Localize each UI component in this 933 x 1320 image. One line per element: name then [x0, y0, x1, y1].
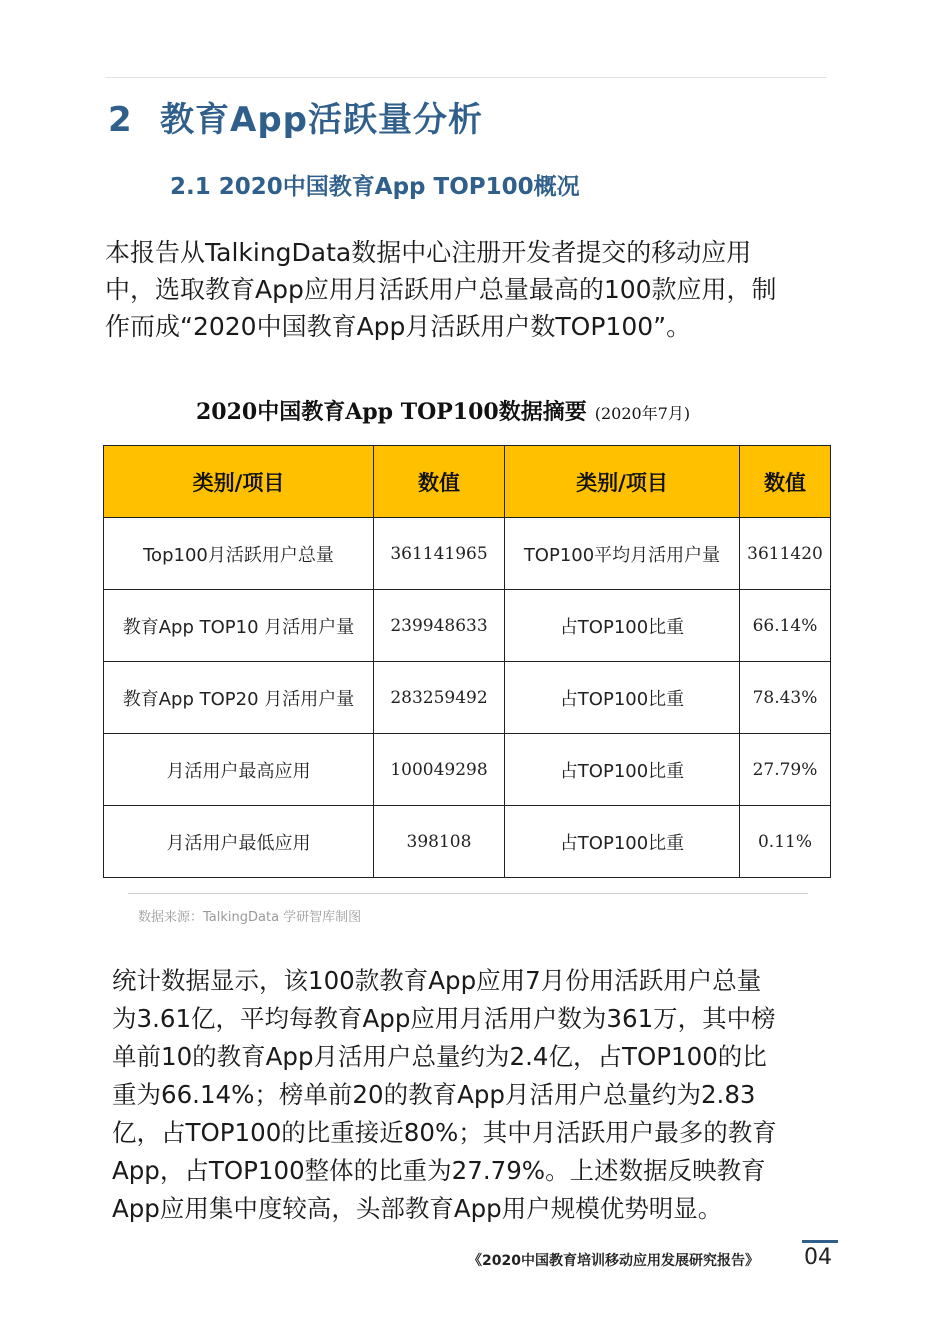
table-row — [104, 518, 831, 590]
row-value: 283259492 — [374, 662, 505, 734]
row-label: Top100月活跃用户总量 — [104, 518, 374, 590]
table-divider — [128, 893, 808, 894]
footer-report-title: 《2020中国教育培训移动应用发展研究报告》 — [468, 1253, 759, 1269]
body-line: App应用集中度较高，头部教育App用户规模优势明显。 — [112, 1194, 723, 1223]
body-line: 亿，占TOP100的比重接近80%；其中月活跃用户最多的教育 — [112, 1118, 777, 1147]
intro-line: 中，选取教育App应用月活跃用户总量最高的100款应用，制 — [105, 275, 777, 304]
header-category: 类别/项目 — [505, 446, 740, 518]
table-caption-date: (2020年7月) — [594, 404, 691, 423]
body-line: 为3.61亿，平均每教育App应用月活用户数为361万，其中榜 — [112, 1004, 776, 1033]
table-header-row — [104, 446, 831, 518]
row-label: 教育App TOP20 月活用户量 — [104, 662, 374, 734]
row-label: TOP100平均月活用户量 — [505, 518, 740, 590]
top-divider — [105, 77, 827, 78]
section-title: 教育App活跃量分析 — [160, 100, 483, 140]
row-value: 27.79% — [740, 734, 831, 806]
row-value: 0.11% — [740, 806, 831, 878]
row-label: 月活用户最高应用 — [104, 734, 374, 806]
body-line: 统计数据显示，该100款教育App应用7月份用活跃用户总量 — [112, 966, 762, 995]
body-line: 重为66.14%；榜单前20的教育App月活用户总量约为2.83 — [112, 1080, 756, 1109]
source-note: 数据来源：TalkingData 学研智库制图 — [138, 910, 362, 925]
table-row — [104, 806, 831, 878]
row-value: 398108 — [374, 806, 505, 878]
row-label: 占TOP100比重 — [505, 662, 740, 734]
table-row — [104, 734, 831, 806]
header-category: 类别/项目 — [104, 446, 374, 518]
intro-paragraph — [105, 234, 830, 345]
row-label: 占TOP100比重 — [505, 806, 740, 878]
row-label: 占TOP100比重 — [505, 734, 740, 806]
table-row — [104, 662, 831, 734]
row-value: 78.43% — [740, 662, 831, 734]
body-line: 单前10的教育App月活用户总量约为2.4亿，占TOP100的比 — [112, 1042, 767, 1071]
row-value: 66.14% — [740, 590, 831, 662]
intro-line: 作而成“2020中国教育App月活跃用户数TOP100”。 — [105, 312, 692, 341]
footer-accent-line — [802, 1240, 838, 1243]
analysis-paragraph — [112, 962, 832, 1228]
header-value: 数值 — [740, 446, 831, 518]
row-value: 361141965 — [374, 518, 505, 590]
body-line: App，占TOP100整体的比重为27.79%。上述数据反映教育 — [112, 1156, 766, 1185]
summary-table — [103, 445, 831, 878]
row-value: 3611420 — [740, 518, 831, 590]
section-heading — [108, 92, 483, 141]
table-caption — [196, 395, 690, 426]
row-label: 教育App TOP10 月活用户量 — [104, 590, 374, 662]
section-number: 2 — [108, 100, 133, 140]
row-label: 占TOP100比重 — [505, 590, 740, 662]
intro-line: 本报告从TalkingData数据中心注册开发者提交的移动应用 — [105, 238, 752, 267]
table-caption-title: 2020中国教育App TOP100数据摘要 — [196, 399, 587, 425]
subsection-heading: 2.1 2020中国教育App TOP100概况 — [170, 174, 580, 200]
row-label: 月活用户最低应用 — [104, 806, 374, 878]
page-number: 04 — [804, 1245, 832, 1270]
table-row — [104, 590, 831, 662]
row-value: 239948633 — [374, 590, 505, 662]
row-value: 100049298 — [374, 734, 505, 806]
header-value: 数值 — [374, 446, 505, 518]
